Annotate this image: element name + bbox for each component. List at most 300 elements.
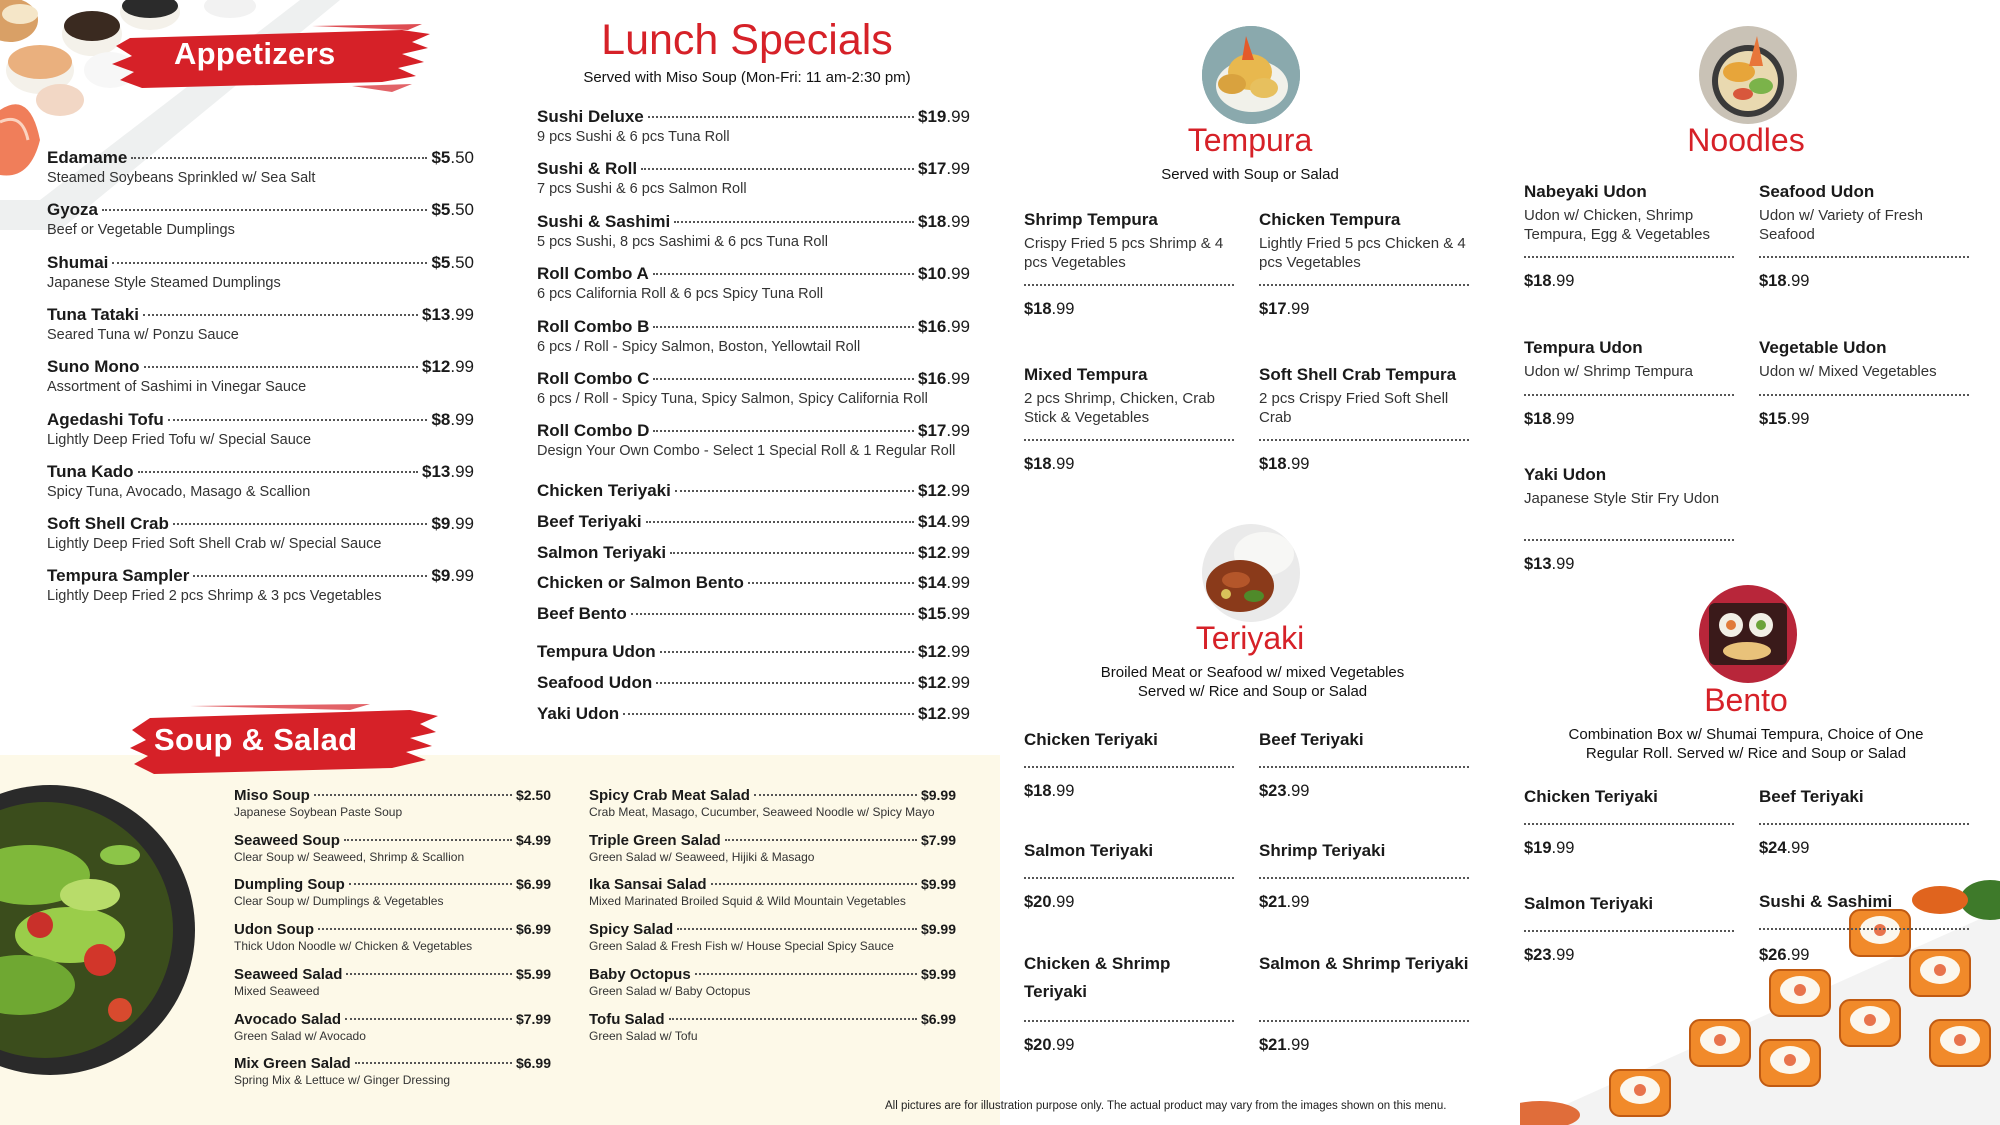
menu-card — [1759, 783, 1969, 857]
item-price — [431, 148, 474, 168]
item-name: Ika Sansai Salad — [589, 876, 707, 894]
item-description: Japanese Soybean Paste Soup — [234, 805, 403, 819]
dotted-leader — [648, 116, 914, 118]
price-dollars: $9 — [431, 514, 451, 534]
price-dollars: $8 — [431, 409, 451, 429]
price-cents: .99 — [1786, 839, 1810, 857]
item-name: Seafood Udon — [1759, 182, 1875, 201]
price-dollars: $18 — [1759, 272, 1787, 290]
price-cents: .99 — [946, 159, 970, 179]
price-cents: .99 — [450, 461, 474, 481]
menu-card — [1759, 888, 1969, 964]
item-row — [589, 787, 956, 804]
tempura-subtitle: Served with Soup or Salad — [1161, 166, 1339, 183]
menu-item — [234, 921, 551, 953]
item-row — [537, 543, 970, 563]
item-price — [1024, 782, 1074, 801]
item-price — [1259, 782, 1309, 801]
menu-card — [1524, 461, 1734, 573]
item-price: $5.99 — [515, 965, 551, 982]
menu-item — [234, 1011, 551, 1043]
menu-item — [589, 921, 956, 953]
price-dollars: $10 — [917, 264, 947, 284]
item-name: Tempura Udon — [1524, 338, 1643, 357]
item-price: $9.99 — [920, 787, 956, 803]
item-name: Roll Combo A — [537, 264, 649, 284]
price-dollars: $21 — [1259, 1036, 1287, 1054]
dotted-leader — [112, 262, 427, 264]
menu-item — [537, 212, 970, 250]
item-name: Mix Green Salad — [234, 1055, 351, 1073]
item-price — [431, 566, 474, 586]
dotted-separator — [1259, 284, 1469, 286]
item-name: Tempura Udon — [537, 642, 656, 661]
item-row — [537, 212, 970, 232]
item-name: Tofu Salad — [589, 1010, 665, 1028]
item-price — [431, 253, 474, 273]
item-description: Lightly Fried 5 pcs Chicken & 4 pcs Vegetables — [1259, 235, 1466, 271]
item-row — [537, 369, 970, 389]
price-dollars: $23 — [1524, 946, 1552, 964]
item-name: Chicken Teriyaki — [1524, 787, 1658, 806]
price-dollars: $12 — [917, 542, 947, 562]
item-row — [234, 921, 551, 938]
menu-card — [1024, 361, 1234, 473]
price-cents: .99 — [946, 642, 970, 661]
dotted-leader — [144, 366, 418, 368]
menu-item — [234, 1055, 551, 1087]
item-description: 6 pcs California Roll & 6 pcs Spicy Tuna Roll — [537, 286, 824, 303]
menu-item — [537, 481, 970, 501]
item-description: Clear Soup w/ Seaweed, Shrimp & Scallion — [234, 849, 465, 864]
item-row — [234, 832, 551, 849]
item-name: Shrimp Tempura — [1024, 210, 1158, 229]
item-name: Vegetable Udon — [1759, 338, 1887, 357]
item-price — [422, 462, 474, 482]
teriyaki-subtitle: Broiled Meat or Seafood w/ mixed Vegetables Served w/ Rice and Soup or Salad — [1100, 664, 1405, 700]
dotted-leader — [653, 326, 914, 328]
item-name: Seafood Udon — [537, 672, 653, 692]
menu-item — [47, 148, 474, 186]
item-price — [422, 357, 474, 377]
dotted-separator — [1759, 256, 1969, 258]
price-cents: .99 — [1286, 782, 1310, 800]
item-price — [1524, 555, 1574, 574]
menu-item — [537, 159, 970, 197]
price-dollars: $21 — [1259, 893, 1287, 911]
menu-item — [47, 200, 474, 238]
item-description: 7 pcs Sushi & 6 pcs Salmon Roll — [537, 181, 747, 198]
price-dollars: $12 — [917, 642, 947, 661]
menu-item — [537, 512, 970, 532]
item-name: Yaki Udon — [1524, 465, 1607, 484]
item-row — [537, 673, 970, 693]
item-price — [918, 317, 970, 337]
dotted-leader — [653, 430, 914, 432]
item-description: Green Salad w/ Baby Octopus — [589, 983, 751, 998]
item-row — [47, 200, 474, 220]
dotted-leader — [677, 928, 917, 930]
price-dollars: $26 — [1759, 946, 1787, 964]
item-row — [47, 410, 474, 430]
item-price — [1024, 893, 1074, 912]
item-description: Green Salad w/ Tofu — [589, 1028, 698, 1043]
item-price: $2.50 — [515, 787, 551, 803]
item-price: $6.99 — [515, 876, 551, 893]
price-dollars: $5 — [431, 200, 451, 220]
price-dollars: $20 — [1024, 893, 1052, 911]
item-price — [1759, 839, 1809, 858]
item-row — [537, 421, 970, 441]
menu-item — [537, 421, 970, 459]
item-name: Tuna Kado — [47, 461, 134, 481]
item-name: Udon Soup — [234, 921, 314, 939]
price-dollars: $18 — [1024, 455, 1052, 473]
noodles-title: Noodles — [1687, 122, 1805, 158]
item-price — [918, 421, 970, 441]
dotted-separator — [1524, 394, 1734, 396]
item-row — [47, 357, 474, 377]
menu-card — [1259, 837, 1469, 911]
menu-item — [47, 357, 474, 395]
menu-card — [1259, 726, 1469, 800]
menu-item — [589, 1011, 956, 1043]
price-dollars: $14 — [917, 573, 947, 593]
item-description: 5 pcs Sushi, 8 pcs Sashimi & 6 pcs Tuna Roll — [537, 233, 828, 250]
item-name: Gyoza — [47, 200, 99, 220]
item-price — [1259, 893, 1309, 912]
dotted-separator — [1759, 823, 1969, 825]
dotted-separator — [1259, 1020, 1469, 1022]
item-name: Roll Combo B — [537, 316, 650, 336]
item-row — [234, 966, 551, 983]
dotted-leader — [748, 582, 914, 584]
item-row — [589, 921, 956, 938]
price-cents: .99 — [946, 107, 970, 126]
item-price — [1759, 946, 1809, 965]
item-description: Udon w/ Variety of Fresh Seafood — [1759, 207, 1923, 243]
dotted-separator — [1024, 877, 1234, 879]
item-name: Avocado Salad — [234, 1010, 341, 1028]
dotted-separator — [1524, 539, 1734, 541]
menu-item — [234, 966, 551, 998]
item-name: Shrimp Teriyaki — [1259, 841, 1386, 860]
item-name: Chicken Tempura — [1259, 210, 1401, 229]
dotted-separator — [1524, 823, 1734, 825]
item-description: Seared Tuna w/ Ponzu Sauce — [47, 326, 239, 343]
item-name: Salmon Teriyaki — [1024, 841, 1154, 860]
item-name: Sushi Deluxe — [537, 107, 644, 126]
item-name: Mixed Tempura — [1024, 365, 1148, 384]
price-dollars: $20 — [1024, 1036, 1052, 1054]
item-row — [234, 1011, 551, 1028]
item-description: 6 pcs / Roll - Spicy Salmon, Boston, Yellowtail Roll — [537, 338, 861, 355]
item-price: $9.99 — [920, 876, 956, 893]
dotted-separator — [1524, 256, 1734, 258]
dotted-leader — [173, 523, 428, 525]
dotted-separator — [1759, 928, 1969, 930]
item-price — [431, 410, 474, 430]
price-dollars: $24 — [1759, 839, 1787, 857]
dotted-leader — [695, 973, 917, 975]
item-price — [918, 604, 970, 624]
item-description: Japanese Style Steamed Dumplings — [47, 274, 281, 291]
item-description: Udon w/ Shrimp Tempura — [1524, 363, 1693, 380]
item-description: Lightly Deep Fried Soft Shell Crab w/ Special Sauce — [47, 536, 382, 553]
menu-item — [537, 573, 970, 593]
menu-item — [537, 543, 970, 563]
price-cents: .99 — [946, 672, 970, 692]
item-row — [537, 704, 970, 724]
price-cents: .99 — [450, 357, 474, 377]
menu-card — [1259, 361, 1469, 473]
item-description: Design Your Own Combo - Select 1 Special Roll & 1 Regular Roll — [537, 443, 956, 460]
item-description: Japanese Style Stir Fry Udon — [1524, 490, 1720, 507]
menu-item — [47, 462, 474, 500]
menu-item — [234, 876, 551, 908]
dotted-separator — [1259, 877, 1469, 879]
footer-disclaimer: All pictures are for illustration purpose only. The actual product may vary from the images shown on this menu. — [885, 1100, 1447, 1112]
price-cents: .99 — [1551, 410, 1575, 428]
item-name: Soft Shell Crab Tempura — [1259, 365, 1457, 384]
item-row — [537, 107, 970, 127]
price-cents: .99 — [1051, 300, 1075, 318]
menu-card — [1024, 726, 1234, 800]
item-row — [47, 566, 474, 586]
price-dollars: $16 — [917, 369, 947, 388]
price-cents: .99 — [450, 514, 474, 534]
price-cents: .50 — [450, 252, 474, 272]
item-name: Chicken Teriyaki — [537, 481, 671, 500]
item-description: Crab Meat, Masago, Cucumber, Seaweed Noodle w/ Spicy Mayo — [589, 805, 935, 819]
dotted-leader — [193, 575, 427, 577]
price-dollars: $17 — [917, 159, 947, 179]
dotted-leader — [653, 378, 914, 380]
item-price — [918, 704, 970, 724]
item-row — [234, 787, 551, 804]
item-price — [1524, 410, 1574, 429]
item-description: Steamed Soybeans Sprinkled w/ Sea Salt — [47, 170, 316, 186]
item-row — [589, 876, 956, 893]
item-price — [1024, 1036, 1074, 1055]
item-price — [431, 200, 474, 220]
item-name: Beef Teriyaki — [537, 511, 642, 531]
item-price — [918, 212, 970, 232]
item-description: Green Salad & Fresh Fish w/ House Special Spicy Sauce — [589, 939, 894, 954]
item-row — [47, 514, 474, 534]
item-row — [47, 462, 474, 482]
item-price — [1259, 455, 1309, 474]
item-name: Agedashi Tofu — [47, 409, 164, 429]
price-cents: .99 — [1051, 455, 1075, 473]
item-description: Mixed Seaweed — [234, 983, 320, 998]
item-name: Beef Teriyaki — [1759, 787, 1864, 806]
price-cents: .99 — [1051, 782, 1075, 800]
price-cents: .99 — [946, 511, 970, 531]
dotted-leader — [349, 883, 512, 885]
item-price: $4.99 — [515, 831, 551, 848]
lunch-subtitle: Served with Miso Soup (Mon-Fri: 11 am-2:30 pm) — [583, 69, 911, 86]
menu-item — [537, 704, 970, 724]
menu-card — [1759, 334, 1969, 428]
price-cents: .99 — [1551, 839, 1575, 857]
item-name: Salmon Teriyaki — [1524, 894, 1654, 913]
dotted-separator — [1024, 1020, 1234, 1022]
item-description: Lightly Deep Fried 2 pcs Shrimp & 3 pcs Vegetables — [47, 588, 382, 605]
item-price — [431, 514, 474, 534]
dotted-separator — [1259, 439, 1469, 441]
price-dollars: $5 — [431, 148, 451, 167]
item-price — [918, 107, 970, 127]
item-name: Triple Green Salad — [589, 831, 721, 849]
item-description: Assortment of Sashimi in Vinegar Sauce — [47, 379, 307, 396]
item-price: $6.99 — [920, 1010, 956, 1027]
item-name: Seaweed Soup — [234, 831, 340, 849]
dotted-separator — [1524, 930, 1734, 932]
price-dollars: $15 — [917, 604, 947, 624]
dotted-leader — [674, 221, 914, 223]
menu-item — [47, 253, 474, 291]
bento-photo — [1699, 585, 1797, 683]
price-cents: .99 — [1551, 555, 1575, 573]
item-name: Chicken Teriyaki — [1024, 730, 1158, 749]
dotted-leader — [725, 839, 917, 841]
menu-item — [47, 566, 474, 604]
dotted-separator — [1024, 284, 1234, 286]
dotted-leader — [646, 521, 914, 523]
dotted-leader — [623, 713, 914, 715]
price-cents: .99 — [946, 703, 970, 723]
item-price — [1524, 839, 1574, 858]
item-name: Salmon Teriyaki — [537, 542, 667, 562]
item-price — [918, 642, 970, 662]
teriyaki-photo — [1202, 524, 1300, 622]
item-description: Mixed Marinated Broiled Squid & Wild Mountain Vegetables — [589, 894, 906, 909]
item-description: Green Salad w/ Seaweed, Hijiki & Masago — [589, 849, 815, 864]
price-cents: .99 — [1286, 300, 1310, 318]
item-row — [537, 642, 970, 662]
item-name: Edamame — [47, 148, 128, 167]
item-name: Shumai — [47, 252, 109, 272]
price-dollars: $12 — [917, 672, 947, 692]
item-row — [537, 604, 970, 624]
item-name: Seaweed Salad — [234, 965, 343, 983]
salad-bowl-image — [0, 785, 200, 1075]
price-cents: .99 — [450, 409, 474, 429]
dotted-leader — [660, 651, 914, 653]
price-cents: .99 — [1551, 946, 1575, 964]
dotted-leader — [344, 839, 512, 841]
teriyaki-title: Teriyaki — [1195, 620, 1305, 656]
item-name: Spicy Salad — [589, 921, 674, 939]
item-name: Sushi & Roll — [537, 159, 638, 179]
menu-item — [234, 787, 551, 819]
price-cents: .99 — [946, 316, 970, 336]
item-name: Miso Soup — [234, 787, 310, 804]
item-name: Dumpling Soup — [234, 876, 345, 894]
item-description: Lightly Deep Fried Tofu w/ Special Sauce — [47, 431, 312, 448]
item-row — [47, 253, 474, 273]
price-dollars: $13 — [421, 461, 451, 481]
item-name: Tuna Tataki — [47, 304, 139, 324]
item-name: Sushi & Sashimi — [537, 211, 671, 231]
price-dollars: $18 — [1259, 455, 1287, 473]
menu-card — [1024, 206, 1234, 318]
price-cents: .99 — [1786, 272, 1810, 290]
item-row — [537, 264, 970, 284]
item-description: Green Salad w/ Avocado — [234, 1028, 366, 1043]
dotted-leader — [641, 168, 914, 170]
price-cents: .99 — [946, 421, 970, 441]
item-name: Salmon & Shrimp Teriyaki — [1259, 954, 1469, 973]
item-price — [1524, 272, 1574, 291]
item-name: Beef Teriyaki — [1259, 730, 1364, 749]
price-dollars: $13 — [421, 304, 451, 324]
price-dollars: $12 — [421, 357, 451, 377]
price-cents: .99 — [946, 369, 970, 388]
price-cents: .99 — [946, 211, 970, 231]
item-price: $7.99 — [920, 831, 956, 848]
item-price — [918, 369, 970, 389]
item-name: Suno Mono — [47, 357, 140, 377]
item-name: Beef Bento — [537, 604, 627, 624]
item-row — [589, 832, 956, 849]
price-cents: .50 — [450, 200, 474, 220]
dotted-leader — [143, 314, 418, 316]
menu-item — [589, 966, 956, 998]
price-dollars: $17 — [1259, 300, 1287, 318]
item-price — [1024, 300, 1074, 319]
lunch-title: Lunch Specials — [601, 16, 893, 64]
item-price — [1759, 410, 1809, 429]
item-row — [537, 481, 970, 501]
menu-item — [537, 107, 970, 145]
item-price — [918, 543, 970, 563]
item-price — [1259, 1036, 1309, 1055]
price-dollars: $9 — [431, 566, 451, 586]
price-dollars: $12 — [917, 481, 947, 500]
menu-item — [537, 264, 970, 302]
item-name: Yaki Udon — [537, 703, 620, 723]
dotted-leader — [318, 928, 512, 930]
price-dollars: $17 — [917, 421, 947, 441]
price-cents: .99 — [946, 573, 970, 593]
bento-subtitle: Combination Box w/ Shumai Tempura, Choice of One Regular Roll. Served w/ Rice and Soup or Salad — [1568, 726, 1924, 762]
dotted-separator — [1759, 394, 1969, 396]
item-description: 2 pcs Crispy Fried Soft Shell Crab — [1259, 390, 1449, 426]
item-row — [537, 512, 970, 532]
item-price: $7.99 — [515, 1010, 551, 1027]
item-price — [918, 673, 970, 693]
price-dollars: $16 — [917, 316, 947, 336]
item-description: 2 pcs Shrimp, Chicken, Crab Stick & Vegetables — [1024, 390, 1215, 426]
item-description: Udon w/ Chicken, Shrimp Tempura, Egg & Vegetables — [1524, 207, 1710, 243]
price-cents: .99 — [1286, 1036, 1310, 1054]
item-name: Roll Combo D — [537, 421, 650, 441]
dotted-leader — [653, 273, 914, 275]
price-cents: .99 — [946, 264, 970, 284]
item-price — [918, 481, 970, 501]
menu-item — [537, 369, 970, 407]
item-price: $9.99 — [920, 921, 956, 938]
dotted-leader — [669, 1018, 917, 1020]
price-cents: .99 — [1051, 1036, 1075, 1054]
item-price: $9.99 — [920, 965, 956, 982]
price-cents: .99 — [946, 481, 970, 500]
item-name: Nabeyaki Udon — [1524, 182, 1647, 201]
item-row — [234, 876, 551, 893]
price-dollars: $18 — [1524, 410, 1552, 428]
